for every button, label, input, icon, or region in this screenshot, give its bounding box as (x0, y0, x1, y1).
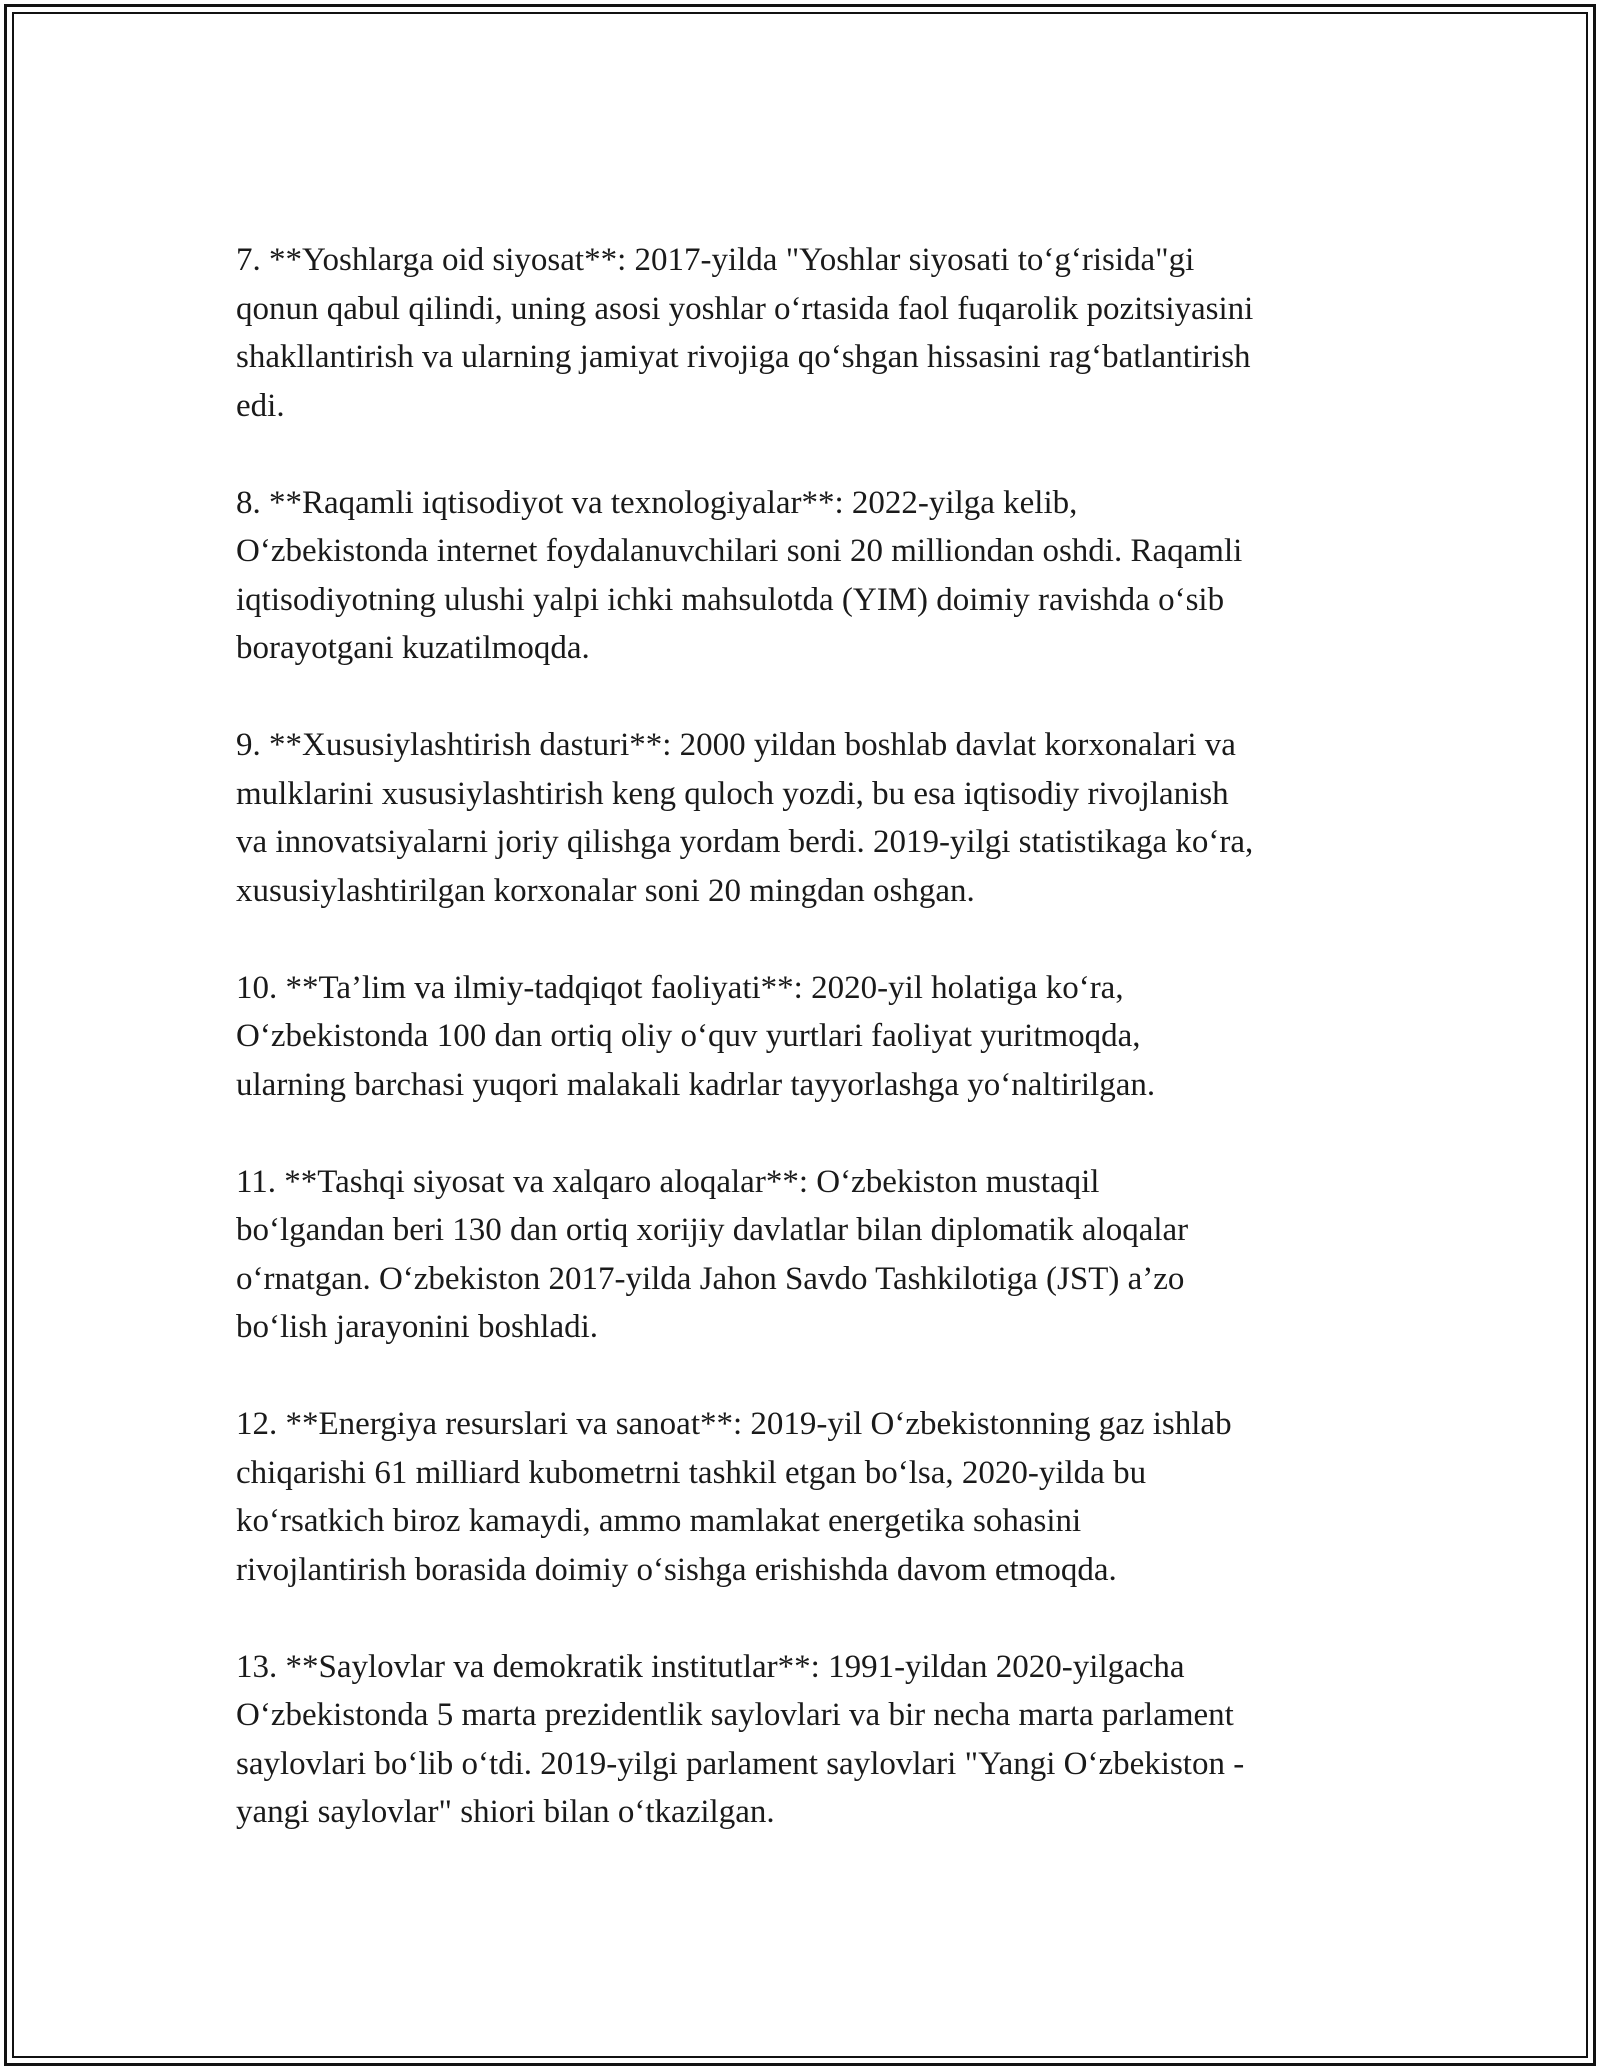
paragraph-youth-policy: 7. **Yoshlarga oid siyosat**: 2017-yilda "Yoshlar siyosati to‘g‘risida"gi qonun qabul qilindi, uning asosi yoshlar o‘rtasida faol fuqarolik pozitsiyasini shakllantirish va ularning jamiyat rivojiga qo‘shgan hissasini rag‘batlantirish edi. (236, 242, 1254, 424)
paragraph-energy: 12. **Energiya resurslari va sanoat**: 2019-yil O‘zbekistonning gaz ishlab chiqarishi 61 milliard kubometrni tashkil etgan bo‘lsa, 2020-yilda bu ko‘rsatkich biroz kamaydi, ammo mamlakat energetika sohasini rivojlantirish borasida doimiy o‘sishga erishishda davom etmoqda. (236, 1406, 1232, 1588)
paragraph-privatization: 9. **Xususiylashtirish dasturi**: 2000 yildan boshlab davlat korxonalari va mulklarini xususiylashtirish keng quloch yozdi, bu esa iqtisodiy rivojlanish va innovatsiyalarni joriy qilishga yordam berdi. 2019-yilgi statistikaga ko‘ra, xususiylashtirilgan korxonalar soni 20 mingdan oshgan. (236, 727, 1254, 909)
document-body (236, 236, 1396, 1885)
paragraph-elections: 13. **Saylovlar va demokratik institutlar**: 1991-yildan 2020-yilgacha O‘zbekistonda 5 marta prezidentlik saylovlari va bir necha marta parlament saylovlari bo‘lib o‘tdi. 2019-yilgi parlament saylovlari "Yangi O‘zbekiston - yangi saylovlar" shiori bilan o‘tkazilgan. (236, 1648, 1245, 1830)
paragraph-digital-economy: 8. **Raqamli iqtisodiyot va texnologiyalar**: 2022-yilga kelib, O‘zbekistonda internet foydalanuvchilari soni 20 milliondan oshdi. Raqamli iqtisodiyotning ulushi yalpi ichki mahsulotda (YIM) doimiy ravishda o‘sib borayotgani kuzatilmoqda. (236, 484, 1243, 666)
paragraph-foreign-policy: 11. **Tashqi siyosat va xalqaro aloqalar**: O‘zbekiston mustaqil bo‘lgandan beri 130 dan ortiq xorijiy davlatlar bilan diplomatik aloqalar o‘rnatgan. O‘zbekiston 2017-yilda Jahon Savdo Tashkilotiga (JST) a’zo bo‘lish jarayonini boshladi. (236, 1163, 1189, 1345)
paragraph-education: 10. **Ta’lim va ilmiy-tadqiqot faoliyati**: 2020-yil holatiga ko‘ra, O‘zbekistonda 100 dan ortiq oliy o‘quv yurtlari faoliyat yuritmoqda, ularning barchasi yuqori malakali kadrlar tayyorlashga yo‘naltirilgan. (236, 969, 1156, 1103)
